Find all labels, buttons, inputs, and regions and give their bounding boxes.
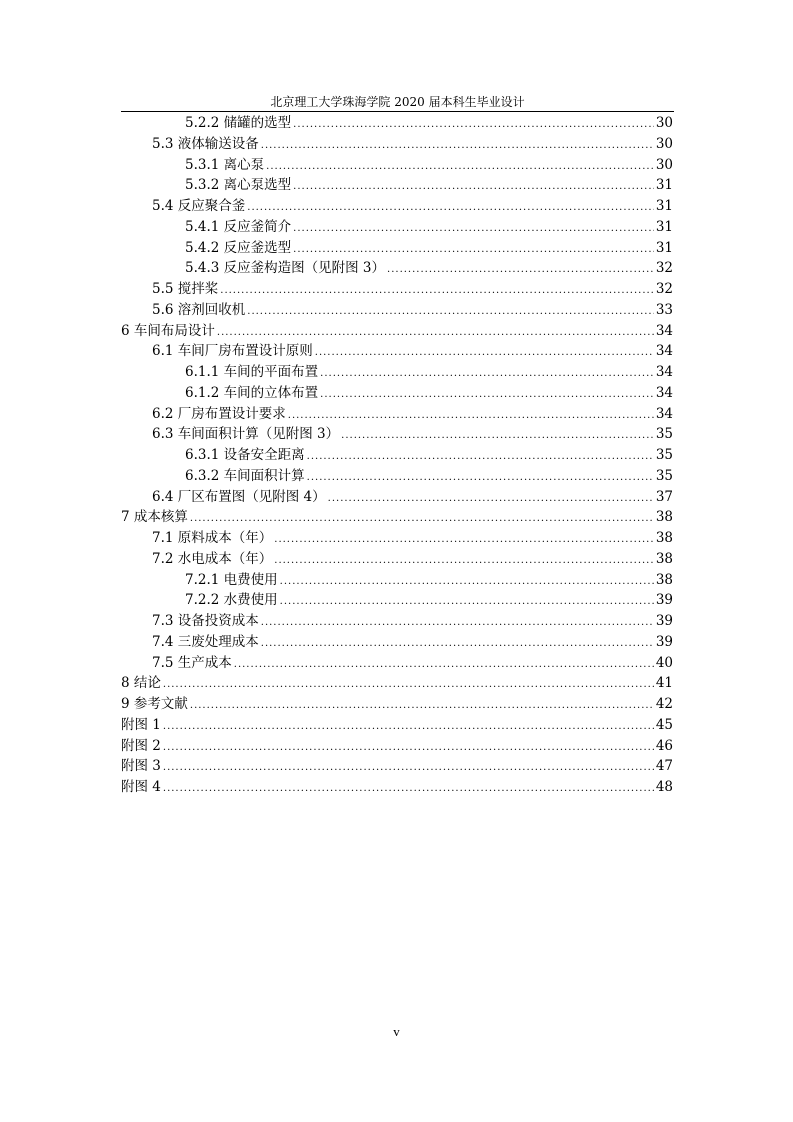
toc-dot-leader bbox=[274, 551, 654, 572]
toc-entry[interactable] bbox=[121, 362, 673, 383]
toc-entry-title: 6.1 车间厂房布置设计原则 bbox=[152, 343, 313, 360]
toc-dot-leader bbox=[261, 613, 654, 634]
toc-entry[interactable] bbox=[121, 632, 673, 653]
toc-entry[interactable] bbox=[121, 445, 673, 466]
running-header: 北京理工大学珠海学院 2020 届本科生毕业设计 bbox=[270, 95, 525, 109]
toc-entry-title: 5.4.2 反应釜选型 bbox=[185, 239, 292, 256]
toc-dot-leader bbox=[220, 281, 654, 302]
toc-entry-page: 31 bbox=[655, 239, 673, 256]
toc-entry-title: 5.4.3 反应釜构造图（见附图 3） bbox=[185, 260, 386, 277]
toc-entry-title: 5.2.2 储罐的选型 bbox=[185, 115, 292, 131]
toc-dot-leader bbox=[288, 406, 654, 427]
toc-dot-leader bbox=[163, 717, 654, 738]
toc-dot-leader bbox=[293, 115, 654, 136]
toc-entry-page: 47 bbox=[655, 758, 673, 775]
toc-entry-title: 7.2.2 水费使用 bbox=[185, 592, 278, 609]
toc-entry-page: 34 bbox=[655, 364, 673, 380]
toc-entry-page: 38 bbox=[655, 530, 673, 546]
toc-dot-leader bbox=[307, 468, 654, 489]
toc-dot-leader bbox=[320, 364, 654, 385]
toc-entry-title: 7.2.1 电费使用 bbox=[185, 571, 278, 588]
toc-entry-page: 35 bbox=[655, 447, 673, 463]
toc-entry[interactable] bbox=[121, 258, 673, 279]
toc-dot-leader bbox=[163, 675, 654, 696]
toc-entry-title: 6.3 车间面积计算（见附图 3） bbox=[152, 426, 340, 443]
toc-entry-page: 42 bbox=[655, 696, 673, 712]
toc-entry-page: 40 bbox=[655, 654, 673, 671]
toc-entry-title: 7.5 生产成本 bbox=[152, 654, 232, 671]
toc-dot-leader bbox=[247, 302, 654, 323]
toc-entry-page: 34 bbox=[655, 343, 673, 360]
toc-entry-page: 37 bbox=[655, 488, 673, 505]
toc-entry-page: 39 bbox=[655, 633, 673, 650]
toc-entry[interactable] bbox=[121, 653, 673, 674]
toc-entry-page: 38 bbox=[655, 550, 673, 567]
toc-dot-leader bbox=[293, 219, 654, 240]
toc-entry[interactable] bbox=[121, 528, 673, 549]
toc-entry-title: 5.3.2 离心泵选型 bbox=[185, 177, 292, 194]
toc-entry[interactable] bbox=[121, 570, 673, 591]
toc-entry-title: 附图 4 bbox=[121, 779, 161, 795]
toc-entry[interactable] bbox=[121, 134, 673, 155]
toc-dot-leader bbox=[217, 323, 654, 344]
toc-entry[interactable] bbox=[121, 694, 673, 715]
toc-entry[interactable] bbox=[121, 217, 673, 238]
toc-dot-leader bbox=[293, 240, 654, 261]
toc-entry[interactable] bbox=[121, 238, 673, 259]
toc-entry-title: 6.2 厂房布置设计要求 bbox=[152, 405, 286, 422]
toc-entry-page: 41 bbox=[655, 675, 673, 692]
toc-entry[interactable] bbox=[121, 611, 673, 632]
toc-dot-leader bbox=[247, 198, 654, 219]
toc-entry-title: 5.3 液体输送设备 bbox=[152, 135, 259, 152]
toc-entry-title: 5.6 溶剂回收机 bbox=[152, 301, 246, 318]
toc-entry-title: 附图 2 bbox=[121, 737, 161, 754]
toc-dot-leader bbox=[387, 260, 654, 281]
toc-entry[interactable] bbox=[121, 175, 673, 196]
toc-entry-page: 34 bbox=[655, 384, 673, 401]
toc-entry-page: 45 bbox=[655, 716, 673, 733]
toc-dot-leader bbox=[274, 530, 654, 551]
toc-entry-page: 31 bbox=[655, 218, 673, 235]
toc-entry-page: 34 bbox=[655, 322, 673, 339]
toc-entry-page: 48 bbox=[655, 779, 673, 795]
page-number: v bbox=[393, 1024, 400, 1039]
toc-entry[interactable] bbox=[121, 777, 673, 798]
toc-entry-title: 6.3.2 车间面积计算 bbox=[185, 467, 305, 484]
toc-entry-title: 8 结论 bbox=[121, 675, 161, 692]
toc-entry-page: 46 bbox=[655, 737, 673, 754]
toc-dot-leader bbox=[315, 343, 654, 364]
toc-entry[interactable] bbox=[121, 279, 673, 300]
toc-entry[interactable] bbox=[121, 673, 673, 694]
toc-dot-leader bbox=[280, 592, 654, 613]
toc-entry[interactable] bbox=[121, 321, 673, 342]
toc-entry-page: 30 bbox=[655, 156, 673, 173]
toc-entry-page: 35 bbox=[655, 426, 673, 443]
toc-entry[interactable] bbox=[121, 590, 673, 611]
toc-entry-page: 33 bbox=[655, 301, 673, 318]
toc-entry-title: 附图 3 bbox=[121, 758, 161, 775]
toc-entry-title: 6.4 厂区布置图（见附图 4） bbox=[152, 488, 326, 505]
toc-entry-page: 38 bbox=[655, 571, 673, 588]
toc-entry[interactable] bbox=[121, 549, 673, 570]
toc-entry-title: 7.2 水电成本（年） bbox=[152, 550, 273, 567]
toc-entry-title: 5.4 反应聚合釜 bbox=[152, 198, 246, 214]
toc-entry[interactable] bbox=[121, 756, 673, 777]
toc-dot-leader bbox=[261, 634, 654, 655]
toc-dot-leader bbox=[293, 177, 654, 198]
toc-dot-leader bbox=[320, 385, 654, 406]
toc-entry-title: 7.3 设备投资成本 bbox=[152, 613, 259, 629]
toc-entry-page: 32 bbox=[655, 281, 673, 297]
toc-entry-title: 附图 1 bbox=[121, 716, 161, 733]
toc-entry[interactable] bbox=[121, 507, 673, 528]
toc-dot-leader bbox=[266, 157, 654, 178]
toc-dot-leader bbox=[341, 426, 654, 447]
toc-entry-title: 5.3.1 离心泵 bbox=[185, 156, 265, 173]
toc-entry[interactable] bbox=[121, 341, 673, 362]
toc-entry-title: 5.5 搅拌桨 bbox=[152, 281, 219, 297]
toc-entry-title: 6.3.1 设备安全距离 bbox=[185, 447, 305, 463]
toc-entry-page: 35 bbox=[655, 467, 673, 484]
toc-entry-title: 6.1.2 车间的立体布置 bbox=[185, 384, 319, 401]
toc-entry[interactable] bbox=[121, 300, 673, 321]
toc-entry-title: 7.4 三废处理成本 bbox=[152, 633, 259, 650]
toc-entry-page: 32 bbox=[655, 260, 673, 277]
toc-dot-leader bbox=[307, 447, 654, 468]
toc-entry-page: 39 bbox=[655, 613, 673, 629]
toc-dot-leader bbox=[280, 572, 654, 593]
toc-entry[interactable] bbox=[121, 466, 673, 487]
table-of-contents bbox=[121, 113, 673, 798]
toc-entry[interactable] bbox=[121, 736, 673, 757]
toc-entry-title: 6 车间布局设计 bbox=[121, 322, 215, 339]
toc-entry-page: 31 bbox=[655, 198, 673, 214]
toc-entry-title: 5.4.1 反应釜简介 bbox=[185, 218, 292, 235]
toc-entry-title: 7 成本核算 bbox=[121, 509, 188, 526]
toc-dot-leader bbox=[328, 489, 654, 510]
toc-entry-title: 7.1 原料成本（年） bbox=[152, 530, 273, 546]
toc-entry-title: 9 参考文献 bbox=[121, 696, 188, 712]
toc-entry[interactable] bbox=[121, 424, 673, 445]
header-rule bbox=[121, 111, 674, 112]
toc-dot-leader bbox=[163, 758, 654, 779]
toc-entry-page: 34 bbox=[655, 405, 673, 422]
toc-entry-page: 30 bbox=[655, 115, 673, 131]
toc-entry[interactable] bbox=[121, 196, 673, 217]
toc-entry[interactable] bbox=[121, 383, 673, 404]
toc-dot-leader bbox=[234, 655, 654, 676]
toc-dot-leader bbox=[261, 136, 654, 157]
toc-dot-leader bbox=[163, 779, 654, 800]
toc-dot-leader bbox=[190, 696, 654, 717]
toc-dot-leader bbox=[163, 738, 654, 759]
toc-entry-title: 6.1.1 车间的平面布置 bbox=[185, 364, 319, 380]
toc-entry[interactable] bbox=[121, 404, 673, 425]
toc-entry-page: 38 bbox=[655, 509, 673, 526]
toc-entry[interactable] bbox=[121, 715, 673, 736]
toc-entry[interactable] bbox=[121, 155, 673, 176]
toc-entry-page: 39 bbox=[655, 592, 673, 609]
toc-entry-page: 30 bbox=[655, 135, 673, 152]
toc-entry[interactable] bbox=[121, 113, 673, 134]
toc-entry-page: 31 bbox=[655, 177, 673, 194]
toc-entry[interactable] bbox=[121, 487, 673, 508]
toc-dot-leader bbox=[190, 509, 654, 530]
